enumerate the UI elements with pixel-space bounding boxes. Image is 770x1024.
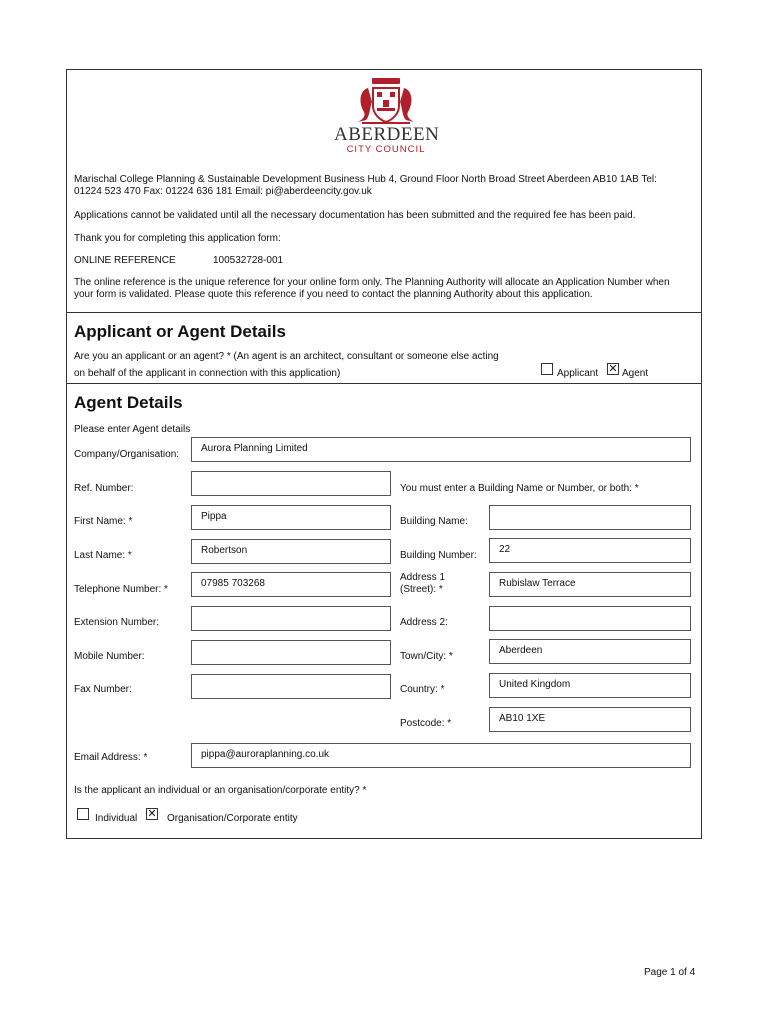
agent-section-title: Agent Details [74,393,183,412]
applicant-question-line-2: on behalf of the applicant in connection with this application) [74,368,341,379]
company-label: Company/Organisation: [74,449,180,460]
reference-note-line-2: your form is validated. Please quote this reference if you need to contact the planning Authority about this application. [74,289,593,300]
online-reference-label: ONLINE REFERENCE [74,255,176,266]
individual-checkbox[interactable] [77,808,89,820]
entity-question: Is the applicant an individual or an organisation/corporate entity? * [74,785,367,796]
section-divider [66,383,702,384]
organisation-checkbox[interactable]: ✕ [147,807,157,820]
agent-checkbox[interactable]: ✕ [608,362,618,375]
extension-field[interactable] [191,606,391,631]
telephone-field[interactable]: 07985 703268 [191,572,391,597]
town-label: Town/City: * [400,651,453,662]
individual-label: Individual [95,813,138,824]
building-number-field[interactable]: 22 [489,538,691,563]
mobile-field[interactable] [191,640,391,665]
agent-intro: Please enter Agent details [74,424,191,435]
page-number: Page 1 of 4 [644,967,696,978]
logo-subtitle: CITY COUNCIL [346,144,426,155]
organisation-label: Organisation/Corporate entity [167,813,298,824]
building-requirement-note: You must enter a Building Name or Number, or both: * [400,483,639,494]
company-field[interactable]: Aurora Planning Limited [191,437,691,462]
town-field[interactable]: Aberdeen [489,639,691,664]
applicant-question-line-1: Are you an applicant or an agent? * (An agent is an architect, consultant or someone else acting [74,351,499,362]
address-line-1: Marischal College Planning & Sustainable Development Business Hub 4, Ground Floor North Broad Street Aberdeen AB10 1AB Tel: [74,174,657,185]
building-name-label: Building Name: [400,516,468,527]
first-name-label: First Name: * [74,516,133,527]
telephone-label: Telephone Number: * [74,584,168,595]
thanks-text: Thank you for completing this application form: [74,233,281,244]
ref-number-field[interactable] [191,471,391,496]
ref-number-label: Ref. Number: [74,483,134,494]
address-1-field[interactable]: Rubislaw Terrace [489,572,691,597]
online-reference-value: 100532728-001 [213,255,284,266]
building-name-field[interactable] [489,505,691,530]
mobile-label: Mobile Number: [74,651,145,662]
address-1-label: Address 1 [400,572,446,583]
postcode-label: Postcode: * [400,718,452,729]
postcode-field[interactable]: AB10 1XE [489,707,691,732]
applicant-section-title: Applicant or Agent Details [74,322,286,341]
country-field[interactable]: United Kingdom [489,673,691,698]
email-field[interactable]: pippa@auroraplanning.co.uk [191,743,691,768]
agent-label: Agent [622,368,649,379]
validation-note: Applications cannot be validated until all the necessary documentation has been submitted and the required fee has been paid. [74,210,636,221]
email-label: Email Address: * [74,752,148,763]
section-divider [66,312,702,313]
applicant-checkbox[interactable] [541,363,553,375]
last-name-field[interactable]: Robertson [191,539,391,564]
last-name-label: Last Name: * [74,550,132,561]
extension-label: Extension Number: [74,617,160,628]
applicant-label: Applicant [557,368,599,379]
logo-name: ABERDEEN [334,124,440,145]
address-2-label: Address 2: [400,617,448,628]
building-number-label: Building Number: [400,550,477,561]
address-line-2: 01224 523 470 Fax: 01224 636 181 Email: pi@aberdeencity.gov.uk [74,186,372,197]
country-label: Country: * [400,684,445,695]
fax-label: Fax Number: [74,684,132,695]
fax-field[interactable] [191,674,391,699]
address-1-label-street: (Street): * [400,584,443,595]
reference-note-line-1: The online reference is the unique reference for your online form only. The Planning Authority will allocate an Application Number when [74,277,670,288]
first-name-field[interactable]: Pippa [191,505,391,530]
address-2-field[interactable] [489,606,691,631]
